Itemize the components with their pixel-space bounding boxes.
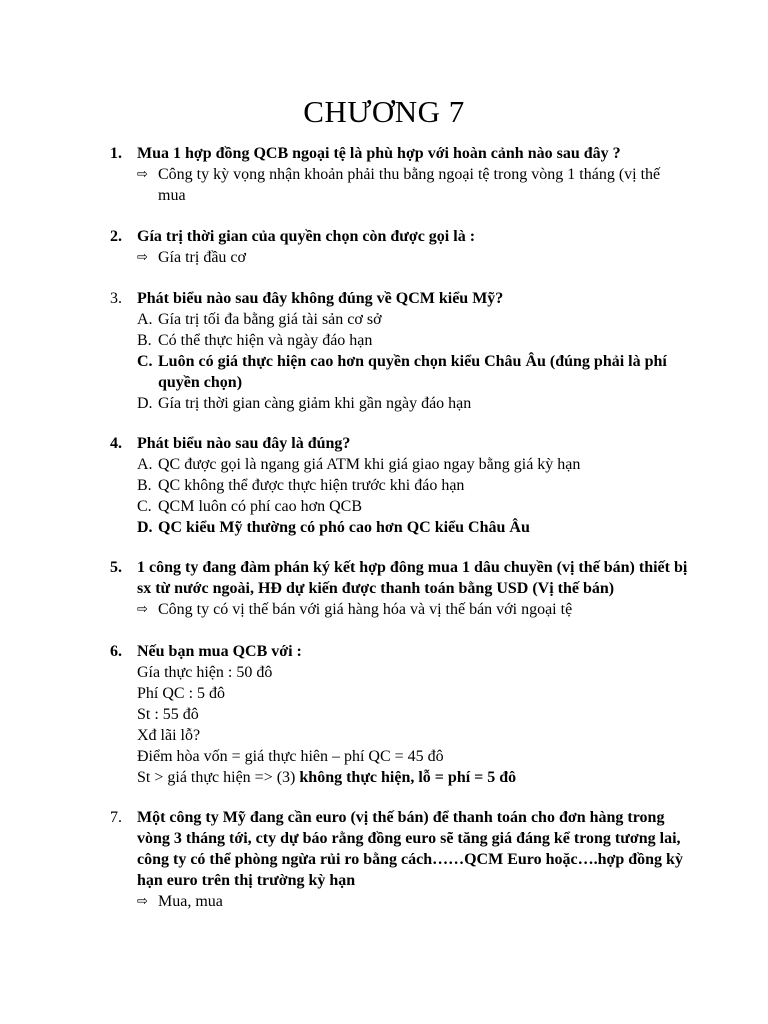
option-a [110, 309, 690, 330]
question-1 [110, 143, 690, 206]
question-2-answer [110, 247, 690, 268]
option-letter: A. [137, 456, 153, 473]
option-letter: B. [137, 332, 152, 349]
question-text: Phát biểu nào sau đây không đúng về QCM kiểu Mỹ? [137, 290, 504, 307]
arrow-right-icon: ⇨ [137, 167, 148, 182]
question-2-head [110, 226, 690, 247]
question-1-head [110, 143, 690, 164]
arrow-right-icon: ⇨ [137, 602, 148, 617]
answer-text: Công ty kỳ vọng nhận khoản phải thu bằng ngoại tệ trong vòng 1 tháng (vị thế mua [158, 166, 661, 204]
calc-line: St : 55 đô [137, 706, 199, 723]
option-b [110, 330, 690, 351]
arrow-right-icon: ⇨ [137, 250, 148, 265]
option-text: Luôn có giá thực hiện cao hơn quyền chọn kiểu Châu Âu (đúng phải là phí quyền chọn) [158, 353, 667, 391]
calc-line: Phí QC : 5 đô [137, 685, 226, 702]
question-number: 5. [110, 559, 122, 576]
option-d-correct [110, 517, 690, 538]
question-2 [110, 226, 690, 268]
calc-conclusion [110, 767, 690, 788]
answer-text: Công ty có vị thế bán với giá hàng hóa và vị thế bán với ngoại tệ [158, 601, 573, 618]
question-number: 4. [110, 435, 122, 452]
option-d [110, 393, 690, 414]
question-3-head [110, 288, 690, 309]
calc-line: Điểm hòa vốn = giá thực hiên – phí QC = 45 đô [137, 748, 444, 765]
option-c [110, 496, 690, 517]
question-text: Mua 1 hợp đồng QCB ngoại tệ là phù hợp với hoàn cảnh nào sau đây ? [137, 145, 621, 162]
question-3 [110, 288, 690, 414]
option-letter: A. [137, 311, 153, 328]
answer-text: Mua, mua [158, 893, 223, 910]
question-text: Phát biểu nào sau đây là đúng? [137, 435, 351, 452]
question-5-head [110, 557, 690, 599]
question-number: 7. [110, 809, 122, 826]
arrow-right-icon: ⇨ [137, 894, 148, 909]
conclusion-plain: St > giá thực hiện => (3) [137, 769, 300, 786]
chapter-title: CHƯƠNG 7 [303, 94, 465, 129]
option-letter: C. [137, 353, 153, 370]
option-b [110, 475, 690, 496]
option-letter: D. [137, 519, 153, 536]
question-number: 1. [110, 145, 122, 162]
question-4 [110, 433, 690, 538]
question-text: 1 công ty đang đàm phán ký kết hợp đông mua 1 dâu chuyền (vị thế bán) thiết bị sx từ nước ngoài, HĐ dự kiến được thanh toán bằng USD (Vị thế bán) [137, 559, 688, 597]
option-text: QC không thể được thực hiện trước khi đáo hạn [158, 477, 465, 494]
calc-line: Gía thực hiện : 50 đô [137, 664, 273, 681]
option-c-correct [110, 351, 690, 393]
question-4-head [110, 433, 690, 454]
conclusion-bold: không thực hiện, lỗ = phí = 5 đô [299, 769, 517, 786]
question-number: 3. [110, 290, 122, 307]
question-1-answer [110, 164, 690, 206]
answer-text: Gía trị đầu cơ [158, 249, 246, 266]
question-5 [110, 557, 690, 620]
question-number: 2. [110, 228, 122, 245]
question-5-answer [110, 599, 690, 620]
question-7-head [110, 807, 690, 891]
option-letter: B. [137, 477, 152, 494]
option-text: Gía trị tối đa bằng giá tài sản cơ sở [158, 311, 382, 328]
option-text: QCM luôn có phí cao hơn QCB [158, 498, 363, 515]
option-text: Gía trị thời gian càng giảm khi gần ngày đáo hạn [158, 395, 472, 412]
question-7-answer [110, 891, 690, 912]
option-text: Có thể thực hiện và ngày đáo hạn [158, 332, 373, 349]
option-text: QC kiểu Mỹ thường có phó cao hơn QC kiểu Châu Âu [158, 519, 530, 536]
question-number: 6. [110, 643, 122, 660]
option-letter: C. [137, 498, 152, 515]
calc-line: Xđ lãi lỗ? [137, 727, 201, 744]
option-a [110, 454, 690, 475]
question-7 [110, 807, 690, 912]
question-6 [110, 641, 690, 788]
question-text: Gía trị thời gian của quyền chọn còn được gọi là : [137, 228, 476, 245]
question-text: Một công ty Mỹ đang cần euro (vị thế bán) để thanh toán cho đơn hàng trong vòng 3 tháng tới, cty dự báo rằng đồng euro sẽ tăng giá đáng kể trong tương lai, công ty có thể phòng ngừa rủi ro bằng cách……QCM Euro hoặc….hợp đồng kỳ hạn euro trên thị trường kỳ hạn [137, 809, 683, 889]
option-text: QC được gọi là ngang giá ATM khi giá giao ngay bằng giá kỳ hạn [158, 456, 581, 473]
question-6-head [110, 641, 690, 662]
question-text: Nếu bạn mua QCB với : [137, 643, 302, 660]
option-letter: D. [137, 395, 153, 412]
